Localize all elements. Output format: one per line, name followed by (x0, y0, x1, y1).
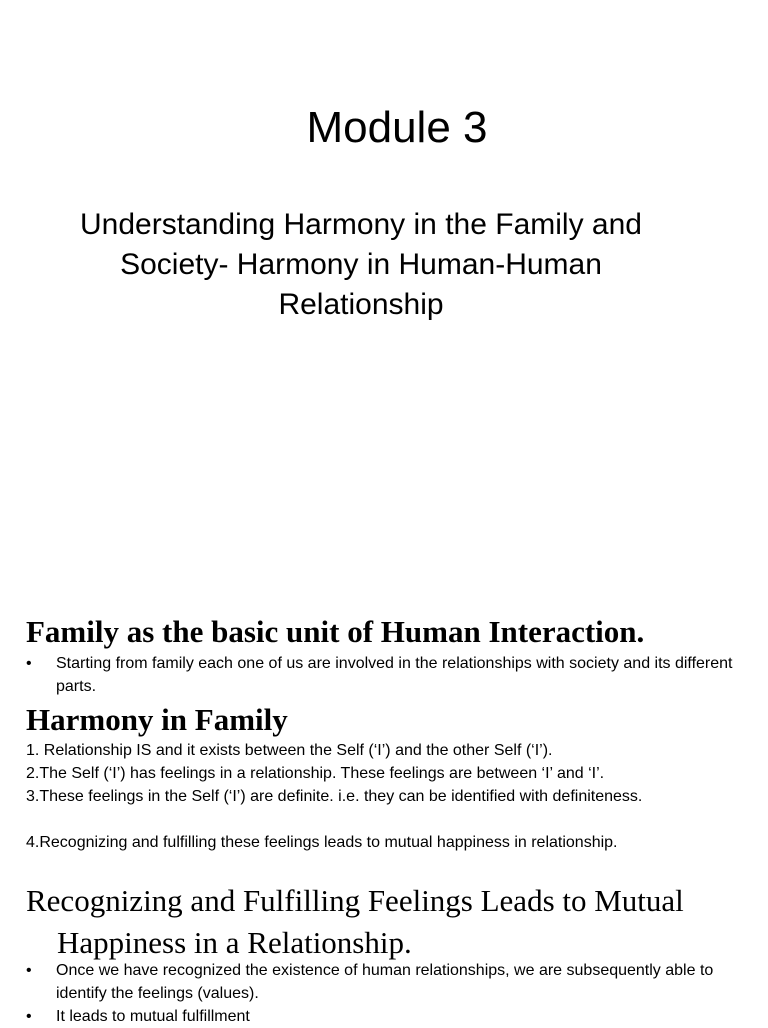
numbered-item-1: 1. Relationship IS and it exists between the Self (‘I’) and the other Self (‘I’). (26, 742, 553, 759)
numbered-item-2: 2.The Self (‘I’) has feelings in a relationship. These feelings are between ‘I’ and ‘I’. (26, 765, 605, 782)
bullet-marker: • (26, 655, 32, 672)
numbered-item-3: 3.These feelings in the Self (‘I’) are definite. i.e. they can be identified with definiteness. (26, 788, 643, 805)
bullet-text: Starting from family each one of us are involved in the relationships with society and its different parts. (56, 655, 733, 695)
module-title: Module 3 (306, 103, 488, 152)
bullet-text: Once we have recognized the existence of human relationships, we are subsequently able to identify the feelings (values). (56, 962, 714, 1002)
recognizing-feelings-heading: Recognizing and Fulfilling Feelings Leads to Mutual Happiness in a Relationship. (26, 883, 684, 960)
bullet-marker: • (26, 1008, 32, 1025)
bullet-text: It leads to mutual fulfillment (56, 1008, 250, 1025)
module-subtitle: Understanding Harmony in the Family and Society- Harmony in Human-Human Relationship (80, 208, 642, 321)
recognizing-bullet-2 (26, 1005, 746, 1028)
harmony-family-heading: Harmony in Family (26, 702, 288, 737)
family-bullet (26, 652, 746, 698)
bullet-marker: • (26, 962, 32, 979)
recognizing-bullet-1 (26, 959, 746, 1005)
family-unit-heading: Family as the basic unit of Human Interaction. (26, 614, 645, 649)
numbered-item-4: 4.Recognizing and fulfilling these feelings leads to mutual happiness in relationship. (26, 834, 618, 851)
